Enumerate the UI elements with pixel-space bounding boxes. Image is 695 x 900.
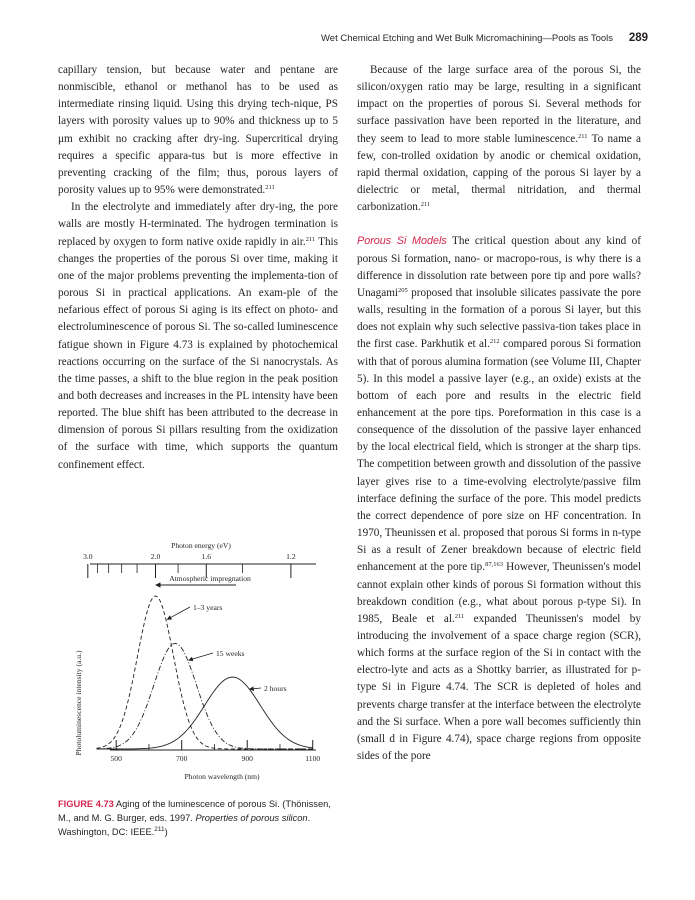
figure-caption: FIGURE 4.73 Aging of the luminescence of porous Si. (Thönissen, M., and M. G. Burger, eds. 1997. Properties of porous silicon. Washington, DC: IEEE.$^{211}$) [58,799,331,838]
reference-superscript: 211 [420,201,431,209]
top-tick-label: 3.0 [83,552,93,561]
series-label: 1–3 years [193,603,223,612]
reference-superscript: 211 [265,184,275,192]
top-axis-label: Photon energy (eV) [171,541,231,550]
paragraph: In the electrolyte and immediately after dry-ing, the pore walls are mostly H-terminated. The hydrogen termination is replaced by oxygen to form native oxide rapidly in air.$^{211}$ This changes the properties of the porous Si over time, making it one of the major problems preventing the implementa-tion of porous Si in practical applications. An exam-ple of the nefarious effect of porous Si aging is its effect on photo- and electroluminescence of porous Si. The so-called luminescence fatigue shown in Figure 4.73 is explained by photochemical reactions occurring on the surface of the Si nanocrystals. As the time passes, a shift to the blue region in the peak position and both decreases and increases in the PL intensity have been reported. The blue shift has been attributed to the decrease in dimension of porous Si pillars resulting from the oxidization of the surface with time, which supports the quantum confinement effect. [58,201,339,471]
bottom-tick-label: 700 [176,754,188,763]
arrow-annotation: Atmospheric impregnation [169,574,251,583]
series-label: 2 hours [264,684,287,693]
page-number: 289 [628,32,648,44]
x-axis-label: Photon wavelength (nm) [184,772,260,781]
section-heading: Porous Si Models [357,235,447,248]
series-pointer [250,688,261,689]
paragraph: capillary tension, but because water and pentane are nonmiscible, ethanol or methanol has to be used as intermediate rinsing liquid. Using this drying tech-nique, PS layers with porosity values up to 90% and thickness up to 5 μm exhibit no cracking after dry-ing. Supercritical drying requires a specific appara-tus but is more effective in preventing cracking of the film; thus, porous layers of porosity values up to 95% were demonstrated.$^{211}$ [58,64,338,197]
running-title: Wet Chemical Etching and Wet Bulk Micromachining—Pools as Tools [321,33,613,44]
bottom-tick-label: 500 [110,754,122,763]
caption-label: FIGURE 4.73 [58,799,114,809]
series-label: 15 weeks [216,649,245,658]
reference-superscript: 211 [154,826,165,834]
left-column [58,62,338,474]
reference-superscript: 87,163 [485,561,503,569]
series-pointer [189,653,213,660]
series-line [97,596,313,749]
reference-superscript: 211 [305,235,316,243]
paragraph: Porous Si Models The critical question about any kind of porous Si formation, nano- or macropo-rous, is why there is a difference in dissolution rate between pore tip and pore walls? Unagami$^{205}$ proposed that insoluble silicates passivate the pore walls, resulting in the formation of a porous Si layer, but this does not explain why such selective passiva-tion takes place in the first case. Parkhutik et al.$^{212}$ compared porous Si formation with that of porous alumina formation (see Volume III, Chapter 5). In this model a passive layer (e.g., an oxide) exists at the bottom of each pore and results in the electric field enhancement at the pore tips. Poreformation in this case is a consequence of the dissolution of the passive layer enhanced by the local electrical field, which is stronger at the sharp tips. The competition between growth and dissolution of the passive layer gives rise to a time-evolving electrolyte/passive film interface defining the surface of the pore. This model predicts the correct dependence of pore size on HF concentration. In 1970, Theunissen et al. proposed that porous Si forms in n-type Si as a result of Zener breakdown because of electric field enhancement at the pore tip.$^{87,163}$ However, Theunissen's model cannot explain other kinds of porous Si formation without this breakdown condition (e.g., what about porous p-type Si). In 1985, Beale et al.$^{211}$ expanded Theunissen's model by introducing the involvement of a space charge region (SCR), which forms at the surface region of the Si in contact with the electro-lyte and acts as a Shottky barrier, as illustrated for p-type Si in Figure 4.74. The SCR is depleted of holes and prevents charge transfer at the interface between the electrolyte and the Si surface. When a pore wall becomes sufficiently thin (small d in Figure 4.74), space charge regions from opposite sides of the pore [357,235,642,763]
running-header [0,33,695,49]
curves [97,596,313,749]
top-tick-label: 1.2 [286,552,296,561]
series-pointer [167,607,190,619]
y-axis-label: Photoluminescence intensity (a.u.) [74,650,83,756]
reference-superscript: 205 [398,286,408,294]
bottom-tick-label: 1100 [305,754,321,763]
paragraph: Because of the large surface area of the porous Si, the silicon/oxygen ratio may be large, resulting in a significant impact on the properties of porous Si. Several methods for surface passivation have been reported in the literature, and they seem to lead to more stable luminescence.$^{211}$ To name a few, con-trolled oxidation by anodic or chemical oxidation, rapid thermal oxidation, capping of the porous Si layer by a dielectric or metal, thermal nitridation, and thermal carbonization.$^{211}$ [357,64,642,214]
figure-4-73 [68,538,338,790]
top-tick-label: 1.6 [201,552,212,561]
top-tick-label: 2.0 [150,552,161,561]
right-column [357,62,641,765]
photoluminescence-chart [68,538,338,790]
bottom-tick-label: 900 [241,754,253,763]
reference-superscript: 211 [578,132,588,140]
reference-superscript: 212 [489,338,500,346]
bottom-ticks [111,740,321,763]
reference-superscript: 211 [454,612,465,620]
